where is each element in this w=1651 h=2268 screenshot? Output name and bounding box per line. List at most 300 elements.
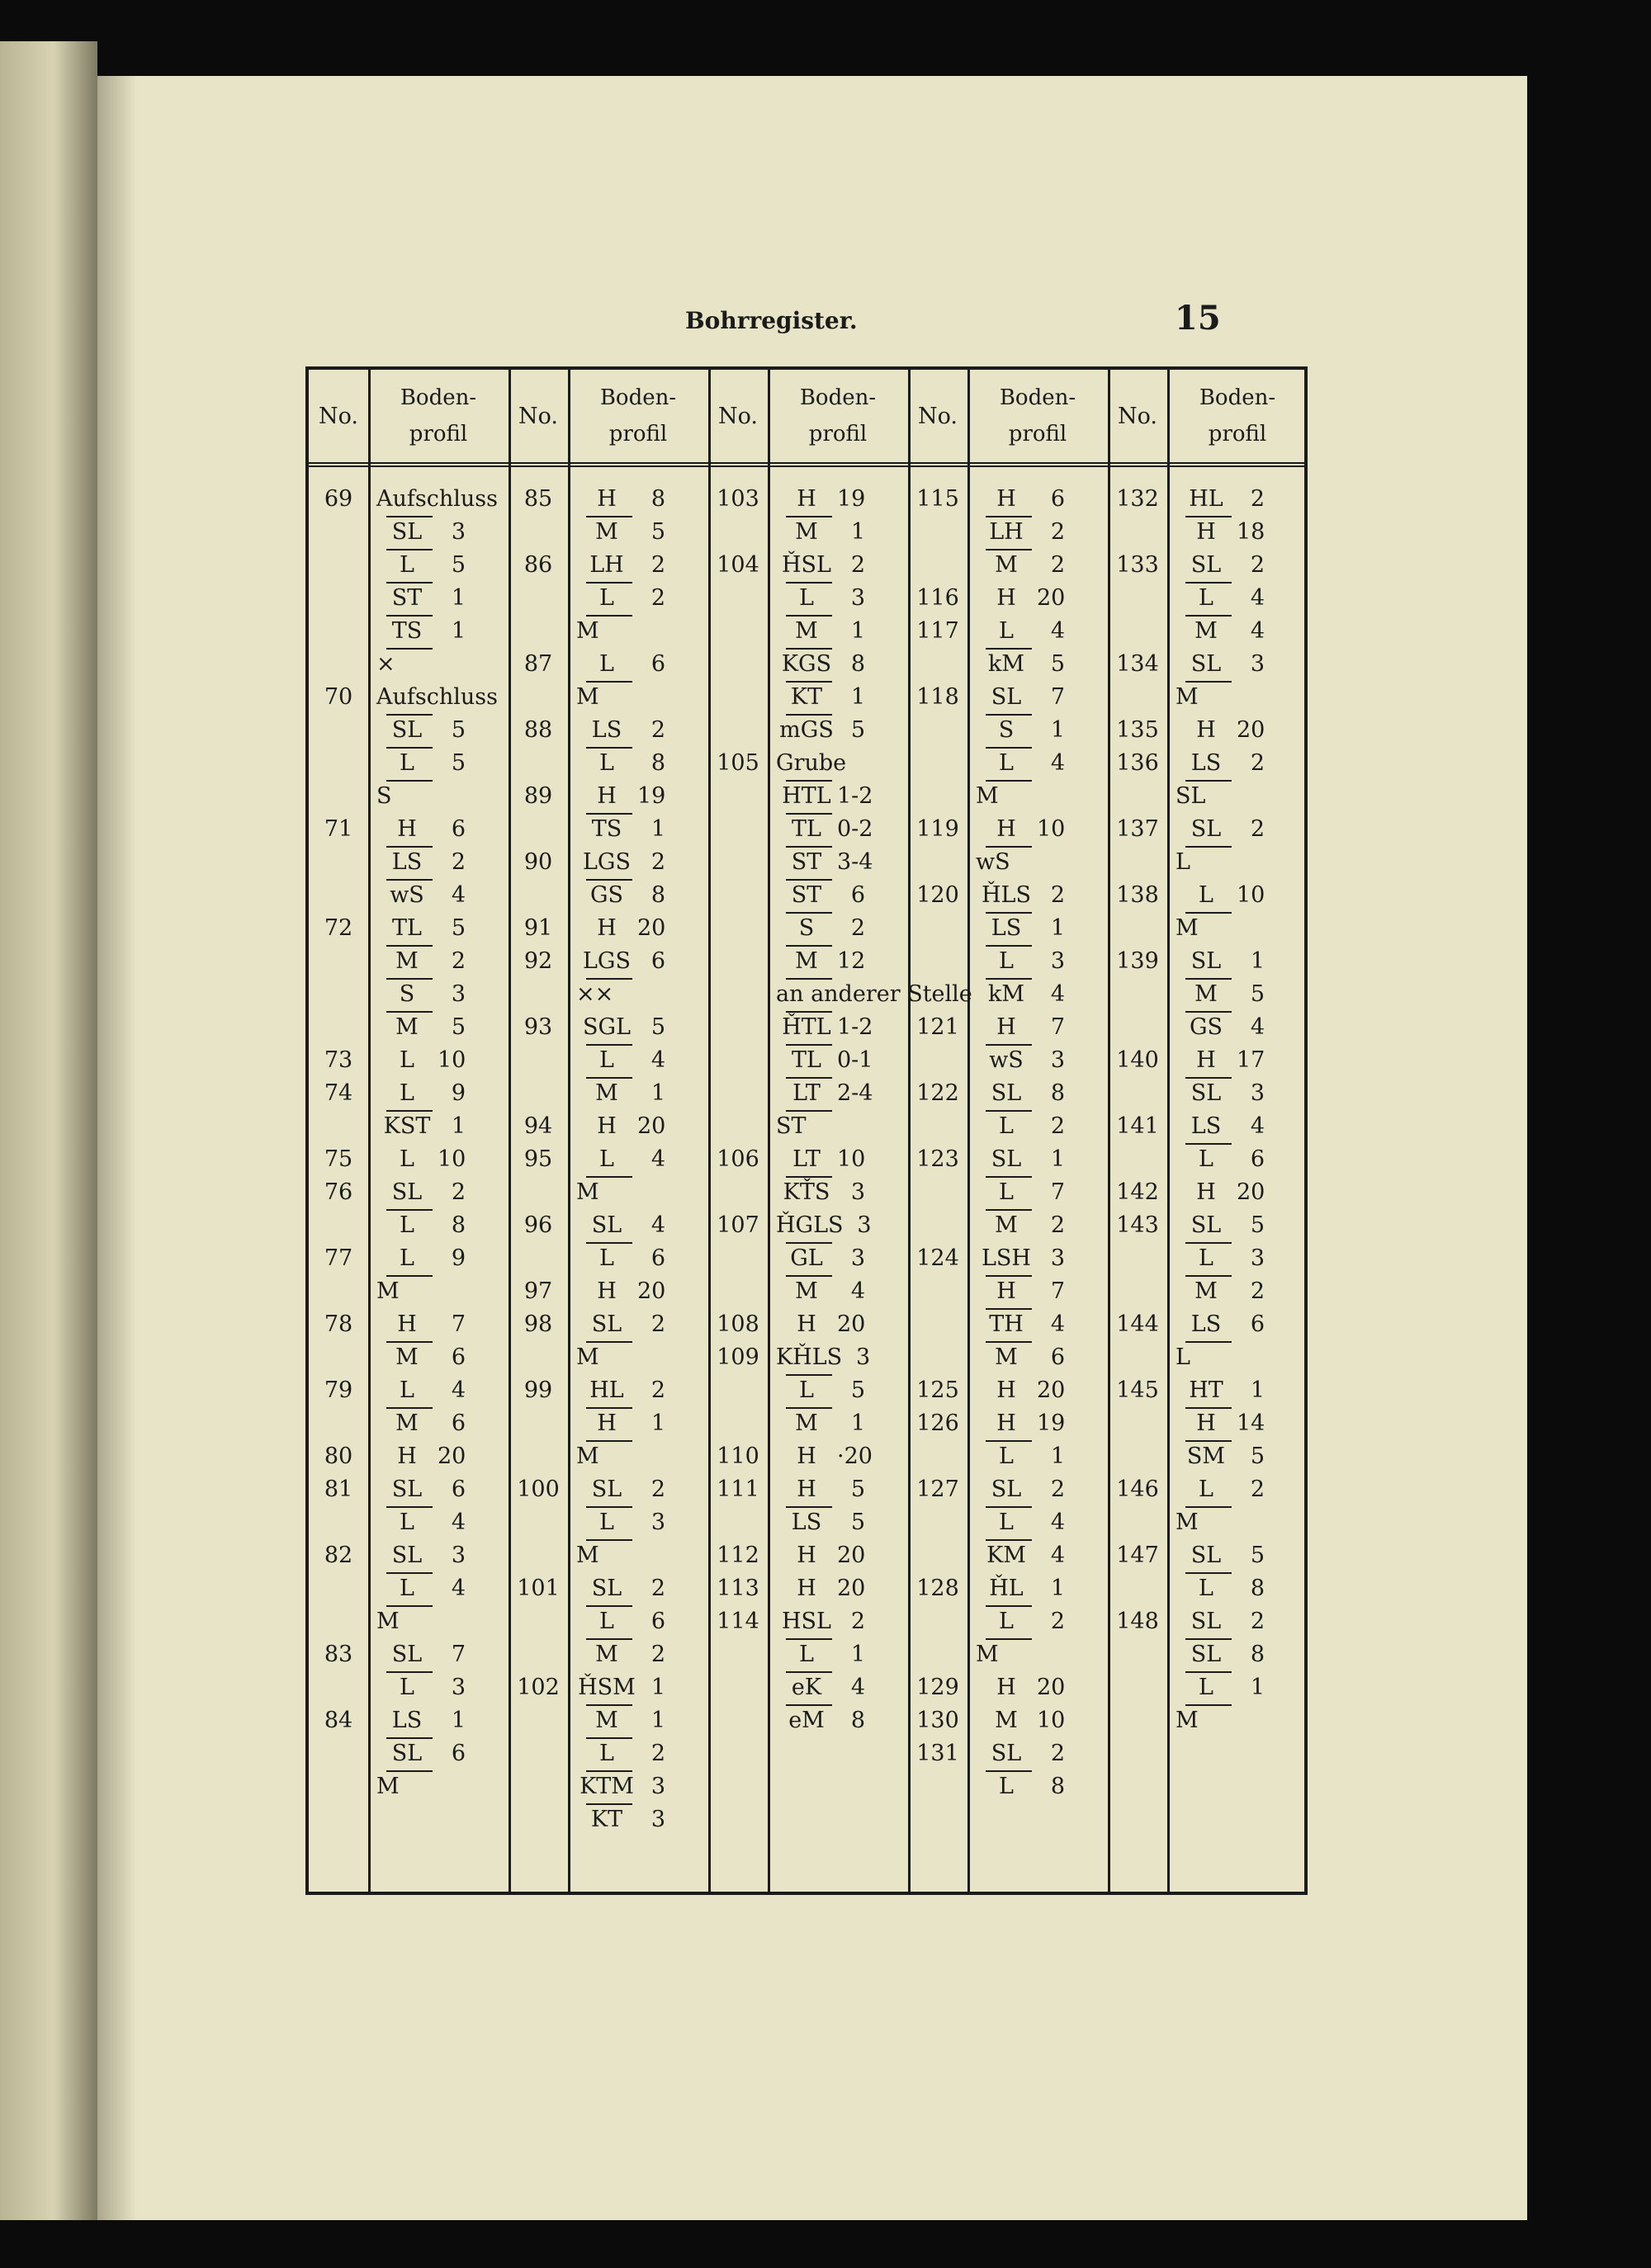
soil-code: SM — [1186, 1443, 1226, 1469]
soil-code: eM — [788, 1708, 825, 1733]
layer-thickness: 2 — [1250, 1278, 1265, 1304]
layer-thickness: 2 — [451, 1179, 466, 1205]
layer-boundary — [786, 648, 832, 650]
soil-code: L — [999, 1443, 1014, 1469]
soil-code: H — [996, 816, 1016, 842]
soil-code: L — [999, 750, 1014, 776]
layer-boundary — [586, 1638, 632, 1640]
soil-code: L — [599, 1146, 614, 1172]
layer-boundary — [586, 1704, 632, 1706]
layer-boundary — [786, 1011, 832, 1013]
soil-layer — [776, 1179, 898, 1207]
boring-number: 73 — [324, 1047, 353, 1073]
layer-thickness: 2 — [1250, 1477, 1265, 1502]
soil-code: Grube — [776, 750, 847, 776]
running-title: Bohrregister. — [685, 307, 858, 334]
boring-number: 107 — [717, 1212, 759, 1238]
layer-boundary — [1185, 1440, 1232, 1442]
layer-boundary — [586, 1341, 632, 1343]
soil-layer — [376, 1245, 499, 1273]
layer-thickness: 0-2 — [837, 816, 873, 842]
soil-code: SL — [991, 684, 1022, 710]
layer-thickness: 4 — [850, 1278, 865, 1304]
layer-thickness: 2 — [650, 1377, 665, 1403]
soil-code: wS — [976, 849, 1010, 875]
soil-code: L — [1199, 1576, 1213, 1601]
soil-code: L — [1199, 585, 1213, 611]
boring-number: 117 — [916, 618, 959, 644]
soil-code: M — [595, 1080, 618, 1106]
header-profile-line: profil — [1008, 422, 1067, 447]
layer-thickness: 1 — [1050, 717, 1065, 743]
layer-thickness: 1 — [1250, 1377, 1265, 1403]
layer-thickness: 20 — [1237, 1179, 1265, 1205]
header-no: No. — [718, 403, 758, 429]
soil-layer — [976, 683, 1098, 711]
layer-thickness: 3 — [850, 1179, 865, 1205]
soil-layer — [576, 980, 698, 1009]
layer-boundary — [786, 780, 832, 782]
soil-code: × — [376, 651, 395, 677]
boring-number: 137 — [1116, 816, 1159, 842]
boring-number: 109 — [717, 1344, 759, 1370]
soil-layer — [776, 683, 898, 711]
layer-thickness: 1 — [650, 816, 665, 842]
layer-thickness: 4 — [451, 1377, 466, 1403]
layer-thickness: 5 — [1050, 651, 1065, 677]
soil-layer — [376, 617, 499, 645]
soil-layer — [1176, 1509, 1298, 1537]
soil-layer — [1176, 617, 1298, 645]
boring-number: 131 — [916, 1741, 959, 1766]
soil-code: M — [395, 948, 419, 974]
layer-thickness: 20 — [837, 1311, 866, 1337]
layer-boundary — [986, 846, 1032, 848]
soil-layer — [576, 1278, 698, 1306]
soil-layer — [376, 650, 499, 678]
layer-thickness: 6 — [1050, 486, 1065, 512]
soil-code: H — [597, 1410, 617, 1436]
soil-layer — [1176, 749, 1298, 777]
soil-layer — [576, 1476, 698, 1504]
soil-code: kM — [987, 651, 1024, 677]
soil-code: M — [595, 1642, 618, 1667]
soil-layer — [376, 1509, 499, 1537]
soil-code: L — [799, 1377, 814, 1403]
soil-code: L — [799, 1642, 814, 1667]
soil-layer — [776, 1344, 898, 1372]
soil-layer — [576, 650, 698, 678]
soil-layer — [1176, 683, 1298, 711]
layer-thickness: 2 — [650, 1477, 665, 1502]
layer-thickness: 2 — [650, 585, 665, 611]
layer-thickness: 5 — [650, 1014, 665, 1040]
layer-thickness: 1 — [451, 1708, 466, 1733]
layer-thickness: 5 — [650, 519, 665, 545]
soil-layer — [376, 1278, 499, 1306]
boring-number: 120 — [916, 882, 959, 908]
boring-number: 104 — [717, 552, 759, 578]
soil-code: M — [1176, 684, 1199, 710]
layer-boundary — [986, 714, 1032, 716]
soil-code: H — [597, 1113, 617, 1139]
soil-code: TL — [792, 1047, 821, 1073]
soil-layer — [976, 1047, 1098, 1075]
layer-boundary — [1185, 681, 1232, 683]
header-profile-line: profil — [1208, 422, 1267, 447]
layer-thickness: 10 — [1037, 816, 1066, 842]
boring-number: 135 — [1116, 717, 1159, 743]
header-bodenprofil — [768, 370, 908, 462]
soil-layer — [776, 716, 898, 744]
layer-boundary — [786, 978, 832, 980]
soil-layer — [576, 1179, 698, 1207]
soil-layer — [1176, 1080, 1298, 1108]
layer-thickness: 6 — [451, 1477, 466, 1502]
layer-thickness: 1 — [850, 684, 865, 710]
soil-layer — [376, 683, 499, 711]
soil-code: KST — [383, 1113, 431, 1139]
soil-code: S — [998, 717, 1015, 743]
page-number: 15 — [1175, 299, 1221, 338]
boring-number: 100 — [517, 1477, 560, 1502]
soil-code: L — [599, 750, 614, 776]
layer-thickness: 20 — [637, 915, 666, 941]
layer-boundary — [586, 1506, 632, 1508]
layer-thickness: 3 — [850, 1245, 865, 1271]
layer-boundary — [986, 1506, 1032, 1508]
soil-layer — [576, 1806, 698, 1834]
layer-thickness: 4 — [1050, 1311, 1065, 1337]
layer-boundary — [1185, 1275, 1232, 1277]
layer-thickness: 1 — [850, 519, 865, 545]
soil-code: L — [1176, 1344, 1190, 1370]
soil-code: S — [798, 915, 815, 941]
layer-thickness: 1 — [1050, 915, 1065, 941]
column-divider — [768, 370, 770, 1892]
soil-layer — [576, 1311, 698, 1339]
soil-code: L — [400, 1510, 414, 1535]
soil-code: HTL — [782, 783, 831, 809]
soil-layer — [776, 617, 898, 645]
soil-code: H — [996, 1278, 1016, 1304]
layer-thickness: 2 — [1050, 1212, 1065, 1238]
soil-layer — [376, 584, 499, 612]
layer-boundary — [386, 1341, 433, 1343]
soil-code: H — [996, 1410, 1016, 1436]
layer-thickness: 3 — [1250, 1080, 1265, 1106]
layer-thickness: 8 — [1050, 1080, 1065, 1106]
soil-layer — [776, 1245, 898, 1273]
soil-layer — [776, 1608, 898, 1636]
soil-layer — [576, 683, 698, 711]
header-no: No. — [918, 403, 958, 429]
boring-number: 142 — [1116, 1179, 1159, 1205]
soil-code: LGS — [583, 849, 631, 875]
layer-boundary — [786, 1077, 832, 1079]
layer-thickness: 6 — [1050, 1344, 1065, 1370]
layer-thickness: 3 — [850, 585, 865, 611]
soil-code: M — [1176, 1510, 1199, 1535]
header-profile-line: Boden- — [999, 385, 1076, 410]
soil-layer — [576, 1674, 698, 1702]
soil-code: SL — [1190, 1609, 1222, 1634]
soil-code: ȞSL — [782, 552, 831, 578]
soil-layer — [576, 1575, 698, 1603]
layer-boundary — [386, 1737, 433, 1739]
soil-layer — [976, 1212, 1098, 1240]
layer-boundary — [986, 1605, 1032, 1607]
layer-boundary — [386, 780, 433, 782]
layer-thickness: 4 — [1050, 981, 1065, 1007]
layer-thickness: 2 — [1050, 519, 1065, 545]
soil-code: HL — [1189, 486, 1223, 512]
layer-boundary — [786, 582, 832, 584]
layer-thickness: 2 — [1050, 1741, 1065, 1766]
layer-thickness: 20 — [1237, 717, 1265, 743]
soil-code: L — [599, 1510, 614, 1535]
soil-code: LH — [589, 552, 624, 578]
soil-layer — [1176, 914, 1298, 943]
boring-number: 99 — [523, 1377, 553, 1403]
layer-thickness: 14 — [1237, 1410, 1265, 1436]
boring-number: 97 — [523, 1278, 553, 1304]
soil-code: LS — [791, 1510, 822, 1535]
soil-layer — [976, 1014, 1098, 1042]
soil-layer — [776, 485, 898, 513]
soil-layer — [776, 1113, 898, 1141]
soil-code: kM — [987, 981, 1024, 1007]
layer-thickness: 4 — [1250, 585, 1265, 611]
layer-thickness: 5 — [451, 1014, 466, 1040]
header-profile-line: profil — [409, 422, 468, 447]
soil-code: L — [999, 948, 1014, 974]
soil-layer — [576, 1707, 698, 1735]
layer-boundary — [586, 1044, 632, 1046]
page-gutter-shadow — [97, 76, 137, 2220]
soil-layer — [976, 1311, 1098, 1339]
soil-layer — [376, 1575, 499, 1603]
boring-number: 70 — [324, 684, 353, 710]
layer-thickness: 3 — [451, 519, 466, 545]
layer-boundary — [386, 516, 433, 517]
soil-layer — [576, 815, 698, 843]
layer-thickness: 8 — [650, 750, 665, 776]
layer-thickness: 8 — [1250, 1642, 1265, 1667]
soil-code: M — [1194, 1278, 1218, 1304]
layer-boundary — [986, 1308, 1032, 1310]
layer-thickness: 4 — [650, 1212, 665, 1238]
soil-code: L — [1176, 849, 1190, 875]
soil-code: LS — [991, 915, 1022, 941]
soil-code: SL — [391, 1543, 423, 1568]
header-profile-line: Boden- — [599, 385, 677, 410]
soil-layer — [376, 947, 499, 976]
soil-layer — [576, 749, 698, 777]
soil-layer — [376, 1674, 499, 1702]
layer-boundary — [586, 1539, 632, 1541]
layer-thickness: 2 — [1250, 1609, 1265, 1634]
layer-thickness: 7 — [451, 1642, 466, 1667]
layer-boundary — [586, 516, 632, 517]
layer-thickness: 4 — [1050, 750, 1065, 776]
layer-boundary — [786, 945, 832, 947]
soil-code: M — [795, 618, 818, 644]
layer-thickness: 1 — [850, 618, 865, 644]
soil-code: SL — [991, 1146, 1022, 1172]
layer-thickness: 5 — [451, 552, 466, 578]
boring-number: 128 — [916, 1576, 959, 1601]
soil-layer — [776, 1509, 898, 1537]
soil-code: ȞSM — [578, 1675, 636, 1700]
soil-layer — [1176, 1707, 1298, 1735]
layer-boundary — [386, 648, 433, 650]
soil-code: SL — [391, 1179, 423, 1205]
soil-code: M — [1194, 618, 1218, 644]
layer-boundary — [586, 879, 632, 881]
layer-boundary — [386, 1275, 433, 1277]
soil-layer — [376, 1476, 499, 1504]
header-profile-line: profil — [608, 422, 668, 447]
layer-boundary — [786, 1176, 832, 1178]
layer-thickness: 4 — [850, 1675, 865, 1700]
layer-boundary — [586, 1176, 632, 1178]
layer-thickness: 3 — [451, 1543, 466, 1568]
layer-thickness: 0-1 — [837, 1047, 873, 1073]
layer-thickness: 2 — [1250, 816, 1265, 842]
soil-layer — [576, 1377, 698, 1405]
header-no: No. — [518, 403, 558, 429]
soil-layer — [376, 1311, 499, 1339]
soil-layer — [1176, 1212, 1298, 1240]
layer-boundary — [986, 780, 1032, 782]
soil-layer — [376, 749, 499, 777]
soil-layer — [376, 1740, 499, 1768]
soil-layer — [576, 1542, 698, 1570]
soil-layer — [776, 1146, 898, 1174]
soil-code: M — [395, 1344, 419, 1370]
soil-layer — [776, 980, 972, 1009]
layer-thickness: 3 — [650, 1774, 665, 1799]
boring-number: 86 — [523, 552, 553, 578]
soil-layer — [976, 749, 1098, 777]
soil-layer — [976, 947, 1098, 976]
boring-number: 71 — [324, 816, 353, 842]
layer-boundary — [986, 945, 1032, 947]
soil-layer — [976, 1410, 1098, 1438]
layer-boundary — [386, 846, 433, 848]
layer-thickness: 1-2 — [837, 783, 873, 809]
soil-code: TS — [391, 618, 423, 644]
soil-code: SGL — [583, 1014, 631, 1040]
layer-thickness: 8 — [850, 1708, 865, 1733]
soil-layer — [576, 1047, 698, 1075]
soil-code: LS — [391, 849, 423, 875]
soil-code: L — [400, 750, 414, 776]
layer-thickness: 5 — [1250, 1543, 1265, 1568]
layer-thickness: 20 — [1037, 1377, 1066, 1403]
layer-boundary — [986, 978, 1032, 980]
soil-code: H — [797, 1477, 816, 1502]
soil-layer — [376, 551, 499, 579]
boring-number: 114 — [717, 1609, 759, 1634]
soil-layer — [376, 1047, 499, 1075]
soil-code: SL — [1176, 783, 1206, 809]
soil-layer — [1176, 980, 1298, 1009]
soil-layer — [1176, 782, 1298, 810]
soil-code: L — [400, 1576, 414, 1601]
layer-boundary — [1185, 582, 1232, 584]
soil-code: LS — [1190, 750, 1222, 776]
layer-thickness: 6 — [1250, 1311, 1265, 1337]
soil-layer — [376, 518, 499, 546]
soil-layer — [976, 980, 1098, 1009]
facing-page-edge — [0, 41, 97, 2220]
boring-number: 116 — [916, 585, 959, 611]
boring-number: 140 — [1116, 1047, 1159, 1073]
soil-code: L — [400, 1377, 414, 1403]
soil-code: M — [995, 1344, 1018, 1370]
layer-boundary — [386, 978, 433, 980]
soil-code: H — [797, 486, 816, 512]
layer-thickness: 4 — [1250, 618, 1265, 644]
soil-layer — [576, 848, 698, 876]
boring-number: 94 — [523, 1113, 553, 1139]
layer-boundary — [986, 1539, 1032, 1541]
boring-number: 115 — [916, 486, 959, 512]
layer-thickness: 3-4 — [837, 849, 873, 875]
layer-thickness: 4 — [451, 882, 466, 908]
soil-layer — [376, 1410, 499, 1438]
soil-layer — [376, 1377, 499, 1405]
soil-layer — [376, 848, 499, 876]
soil-layer — [776, 1377, 898, 1405]
soil-layer — [376, 914, 499, 943]
soil-layer — [976, 1245, 1098, 1273]
soil-layer — [376, 1542, 499, 1570]
boring-number: 77 — [324, 1245, 353, 1271]
soil-code: mGS — [779, 717, 834, 743]
soil-layer — [1176, 1674, 1298, 1702]
layer-thickness: 1 — [650, 1675, 665, 1700]
soil-code: KGS — [781, 651, 832, 677]
soil-code: L — [799, 585, 814, 611]
soil-code: TH — [989, 1311, 1024, 1337]
soil-layer — [976, 584, 1098, 612]
soil-code: GS — [589, 882, 624, 908]
soil-code: H — [597, 915, 617, 941]
soil-code: SL — [1190, 1642, 1222, 1667]
soil-layer — [776, 1047, 898, 1075]
boring-number: 124 — [916, 1245, 959, 1271]
layer-boundary — [986, 1770, 1032, 1772]
layer-boundary — [1185, 1077, 1232, 1079]
boring-number: 87 — [523, 651, 553, 677]
soil-code: M — [395, 1410, 419, 1436]
layer-thickness: 5 — [850, 1510, 865, 1535]
layer-boundary — [786, 879, 832, 881]
soil-code: an anderer Stelle — [776, 981, 972, 1007]
layer-boundary — [386, 879, 433, 881]
boring-number: 79 — [324, 1377, 353, 1403]
soil-layer — [1176, 584, 1298, 612]
soil-code: H — [1196, 1179, 1216, 1205]
soil-code: H — [397, 1311, 417, 1337]
boring-number: 143 — [1116, 1212, 1159, 1238]
soil-layer — [376, 1608, 499, 1636]
soil-code: LT — [792, 1080, 821, 1106]
soil-code: HSL — [782, 1609, 831, 1634]
